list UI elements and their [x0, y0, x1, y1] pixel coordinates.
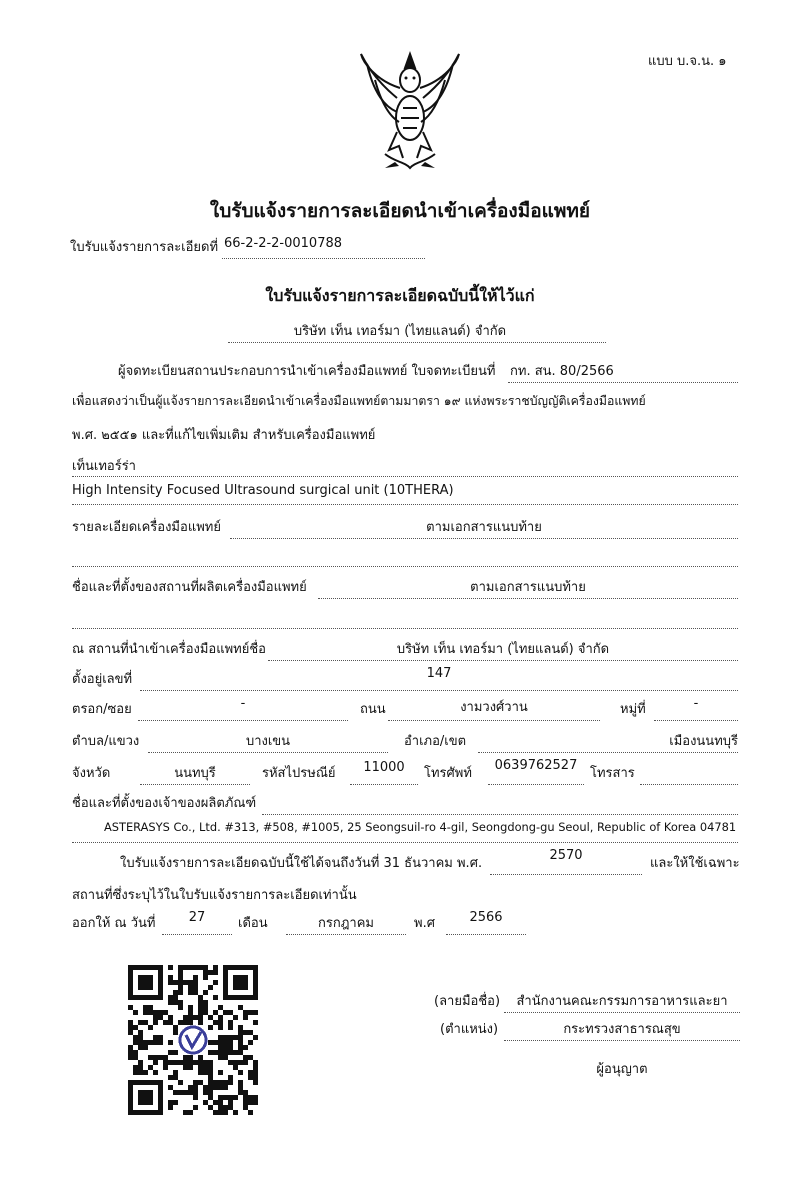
soi-dotline — [138, 720, 348, 721]
import-place-dotline — [268, 660, 738, 661]
district-value: เมืองนนทบุรี — [669, 734, 738, 749]
device-name: High Intensity Focused Ultrasound surgical unit (10THERA) — [72, 483, 454, 498]
document-title: ใบรับแจ้งรายการละเอียดนำเข้าเครื่องมือแพทย์ — [209, 200, 591, 222]
details-dotline-2 — [72, 566, 738, 567]
fax-label: โทรสาร — [590, 766, 635, 781]
manufacturer-site-value: ตามเอกสารแนบท้าย — [470, 580, 586, 595]
purpose-line-1: เพื่อแสดงว่าเป็นผู้แจ้งรายการละเอียดนำเข้าเครื่องมือแพทย์ตามมาตรา ๑๙ แห่งพระราชบัญญัติเครื่องมือแพทย์ — [72, 394, 646, 408]
owner-label-dotline — [262, 814, 738, 815]
signature-value: สำนักงานคณะกรรมการอาหารและยา — [516, 994, 728, 1009]
subdistrict-value: บางเขน — [245, 734, 291, 749]
address-no-label: ตั้งอยู่เลขที่ — [72, 672, 133, 687]
registration-dotline — [508, 382, 738, 383]
validity-year-dotline — [490, 874, 642, 875]
registration-label: ผู้จดทะเบียนสถานประกอบการนำเข้าเครื่องมือแพทย์ ใบจดทะเบียนที่ — [118, 364, 496, 379]
phone-value: 0639762527 — [494, 758, 578, 773]
company-name: บริษัท เท็น เทอร์มา (ไทยแลนด์) จำกัด — [293, 324, 507, 339]
receipt-no-dotline — [222, 258, 425, 259]
address-no-value: 147 — [426, 666, 452, 681]
district-label: อำเภอ/เขต — [404, 734, 467, 749]
signature-dotline — [504, 1012, 740, 1013]
form-code: แบบ บ.จ.น. ๑ — [648, 54, 727, 69]
validity-suffix: และให้ใช้เฉพาะ — [650, 856, 740, 871]
moo-label: หมู่ที่ — [620, 702, 646, 717]
signature-label: (ลายมือชื่อ) — [434, 994, 501, 1009]
phone-label: โทรศัพท์ — [424, 766, 472, 781]
device-brand-dotline — [72, 476, 738, 477]
position-value: กระทรวงสาธารณสุข — [563, 1022, 681, 1037]
phone-dotline — [488, 784, 584, 785]
district-dotline — [478, 752, 738, 753]
fax-dotline — [640, 784, 738, 785]
position-dotline — [504, 1040, 740, 1041]
manufacturer-site-dotline — [318, 598, 738, 599]
device-name-dotline — [72, 504, 738, 505]
owner-value: ASTERASYS Co., Ltd. #313, #508, #1005, 25 Seongsuil-ro 4-gil, Seongdong-gu Seoul, Republic of Korea 04781 — [104, 820, 737, 834]
subdistrict-dotline — [148, 752, 388, 753]
subdistrict-label: ตำบล/แขวง — [72, 734, 140, 749]
month-label: เดือน — [238, 916, 268, 931]
road-value: งามวงศ์วาน — [460, 700, 528, 715]
device-brand: เท็นเทอร์ร่า — [72, 459, 136, 474]
company-dotline — [228, 342, 606, 343]
postcode-label: รหัสไปรษณีย์ — [262, 766, 336, 781]
moo-value: - — [693, 696, 699, 711]
postcode-value: 11000 — [363, 760, 405, 775]
qr-code — [128, 965, 258, 1115]
details-label: รายละเอียดเครื่องมือแพทย์ — [72, 520, 221, 535]
road-label: ถนน — [360, 702, 386, 717]
details-dotline — [230, 538, 738, 539]
postcode-dotline — [350, 784, 418, 785]
purpose-line-2: พ.ศ. ๒๕๕๑ และที่แก้ไขเพิ่มเติม สำหรับเครื่องมือแพทย์ — [72, 428, 376, 443]
manufacturer-site-dotline-2 — [72, 628, 738, 629]
issued-month: กรกฎาคม — [317, 916, 375, 931]
owner-dotline — [72, 842, 738, 843]
issued-year: 2566 — [469, 910, 503, 925]
details-value: ตามเอกสารแนบท้าย — [426, 520, 542, 535]
registration-value: กท. สน. 80/2566 — [510, 364, 614, 379]
province-label: จังหวัด — [72, 766, 111, 781]
receipt-no-label: ใบรับแจ้งรายการละเอียดที่ — [70, 240, 219, 255]
issued-year-dotline — [446, 934, 526, 935]
road-dotline — [388, 720, 600, 721]
garuda-emblem — [355, 50, 465, 180]
province-value: นนทบุรี — [174, 766, 216, 781]
import-place-label: ณ สถานที่นำเข้าเครื่องมือแพทย์ชื่อ — [72, 642, 266, 657]
soi-label: ตรอก/ซอย — [72, 702, 132, 717]
issued-day-dotline — [162, 934, 232, 935]
position-label: (ตำแหน่ง) — [440, 1022, 499, 1037]
validity-year: 2570 — [549, 848, 583, 863]
soi-value: - — [240, 696, 246, 711]
owner-label: ชื่อและที่ตั้งของเจ้าของผลิตภัณฑ์ — [72, 796, 257, 811]
moo-dotline — [654, 720, 738, 721]
address-no-dotline — [140, 690, 738, 691]
year-label: พ.ศ — [414, 916, 435, 931]
issued-day: 27 — [188, 910, 206, 925]
receipt-no-value: 66-2-2-2-0010788 — [224, 236, 343, 251]
issued-to-heading: ใบรับแจ้งรายการละเอียดฉบับนี้ให้ไว้แก่ — [265, 286, 535, 305]
validity-line-2: สถานที่ซึ่งระบุไว้ในใบรับแจ้งรายการละเอียดเท่านั้น — [72, 888, 357, 903]
import-place-value: บริษัท เท็น เทอร์มา (ไทยแลนด์) จำกัด — [396, 642, 610, 657]
validity-label: ใบรับแจ้งรายการละเอียดฉบับนี้ใช้ได้จนถึงวันที่ 31 ธันวาคม พ.ศ. — [120, 856, 483, 871]
licensor-label: ผู้อนุญาต — [596, 1062, 648, 1077]
province-dotline — [140, 784, 250, 785]
issued-label: ออกให้ ณ วันที่ — [72, 916, 156, 931]
manufacturer-site-label: ชื่อและที่ตั้งของสถานที่ผลิตเครื่องมือแพทย์ — [72, 580, 307, 595]
issued-month-dotline — [286, 934, 406, 935]
